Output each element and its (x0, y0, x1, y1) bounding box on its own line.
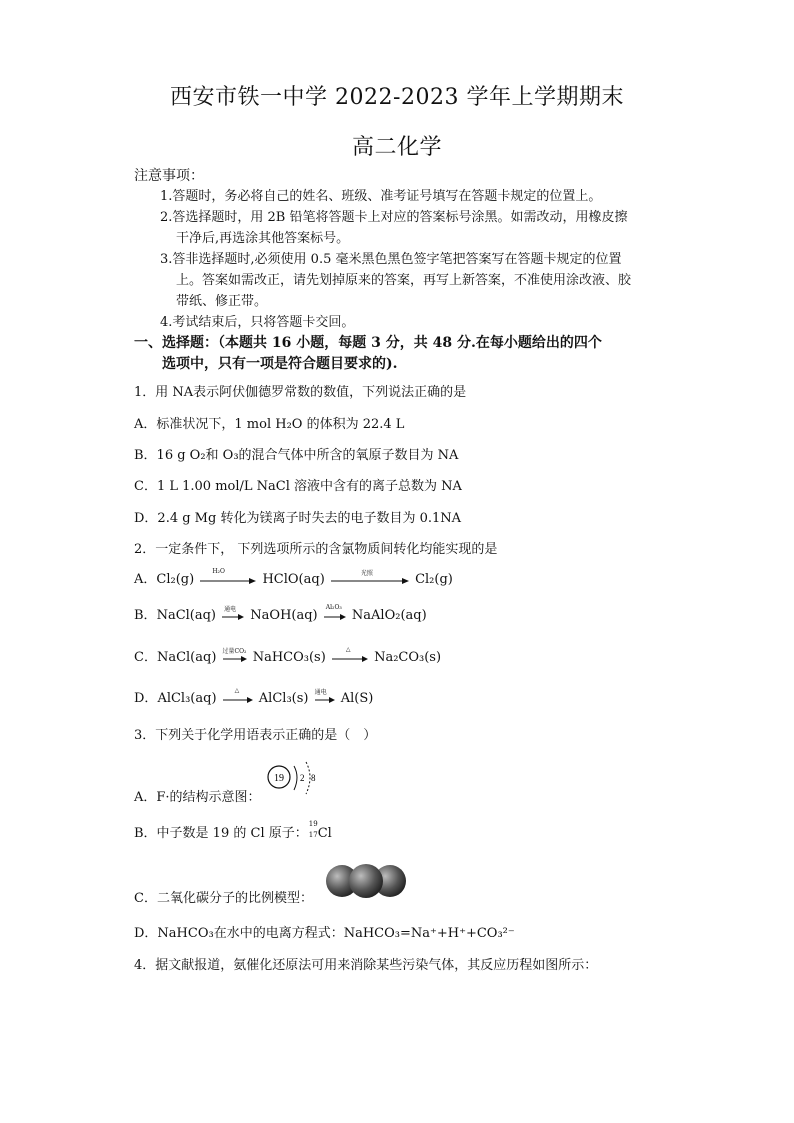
arrow-condition: 光照 (360, 569, 373, 577)
reaction-arrow (331, 569, 409, 586)
arrow-condition: 通电 (314, 688, 327, 696)
q3-option-b (134, 819, 332, 841)
co2-space-filling-model (324, 863, 408, 899)
arrow-condition: △ (234, 686, 240, 694)
arrow-condition: Al₂O₃ (325, 603, 342, 611)
reaction-arrow (200, 567, 256, 586)
species: AlCl₃(s) (258, 691, 309, 706)
note-item: 4.考试结束后，只将答题卡交回。 (160, 315, 355, 330)
reaction-arrow (222, 647, 247, 664)
species: Cl₂(g) (156, 572, 195, 587)
q1-option-c: C．1 L 1.00 mol/L NaCl 溶液中含有的离子总数为 NA (134, 479, 462, 494)
option-label: A． (134, 572, 157, 587)
q2-option-d (134, 687, 373, 706)
species: HClO(aq) (262, 572, 325, 587)
q3-option-d: D．NaHCO₃在水中的电离方程式：NaHCO₃=Na⁺+H⁺+CO₃²⁻ (134, 926, 515, 941)
atomic-number: 17 (308, 830, 318, 839)
element-symbol: Cl (317, 826, 332, 841)
species: NaCl(aq) (156, 650, 217, 665)
species: NaAlO₂(aq) (351, 608, 427, 623)
option-label: B． (134, 608, 157, 623)
note-item: 2.答选择题时，用 2B 铅笔将答题卡上对应的答案标号涂黑。如需改动，用橡皮擦 (160, 210, 628, 225)
carbon-atom (349, 864, 383, 898)
arrow-condition: H₂O (212, 567, 225, 575)
reaction-arrow (332, 645, 368, 664)
option-label: D． (134, 691, 158, 706)
nuclide-notation (308, 819, 318, 841)
option-text: B．中子数是 19 的 Cl 原子： (134, 826, 308, 841)
species: AlCl₃(aq) (157, 691, 217, 706)
q2-option-b (134, 604, 427, 623)
electron-shell-1 (294, 766, 297, 790)
atom-structure-diagram (264, 760, 322, 802)
exam-title: 西安市铁一中学 2022-2023 学年上学期期末 (170, 85, 624, 110)
q2-option-c (134, 646, 441, 665)
question-4-stem: 4．据文献报道，氨催化还原法可用来消除某些污染气体，其反应历程如图所示： (134, 958, 598, 973)
nucleus-label: 19 (274, 773, 284, 784)
species: NaOH(aq) (250, 608, 318, 623)
section-heading: 一、选择题：（本题共 16 小题，每题 3 分，共 48 分.在每小题给出的四个 (134, 335, 602, 351)
arrow-condition: △ (345, 645, 351, 653)
reaction-arrow (324, 603, 346, 622)
note-item: 1.答题时，务必将自己的姓名、班级、准考证号填写在答题卡规定的位置上。 (160, 189, 602, 204)
q1-option-b: B．16 g O₂和 O₃的混合气体中所含的氧原子数目为 NA (134, 448, 459, 463)
notes-heading: 注意事项： (134, 168, 204, 184)
shell-2-count: 8 (311, 773, 316, 783)
species: Cl₂(g) (415, 572, 453, 587)
mass-number: 19 (308, 819, 318, 828)
species: Al(S) (340, 691, 374, 706)
q1-option-d: D．2.4 g Mg 转化为镁离子时失去的电子数目为 0.1NA (134, 511, 462, 526)
note-item: 3.答非选择题时,必须使用 0.5 毫米黑色黑色签字笔把答案写在答题卡规定的位置 (160, 252, 622, 267)
q3-option-c: C．二氧化碳分子的比例模型： (134, 891, 313, 906)
section-heading-cont: 选项中，只有一项是符合题目要求的). (162, 356, 398, 372)
question-1-stem: 1．用 NA表示阿伏伽德罗常数的数值，下列说法正确的是 (134, 385, 467, 400)
exam-subtitle: 高二化学 (351, 135, 442, 160)
species: NaHCO₃(s) (252, 650, 326, 665)
reaction-arrow (314, 688, 335, 705)
arrow-condition: 通电 (224, 605, 237, 613)
question-3-stem: 3．下列关于化学用语表示正确的是（ ） (134, 728, 377, 743)
shell-1-count: 2 (300, 773, 305, 783)
option-label: C． (134, 650, 157, 665)
reaction-arrow (222, 605, 244, 622)
note-item: 干净后,再选涂其他答案标号。 (176, 231, 350, 246)
species: NaCl(aq) (156, 608, 217, 623)
q2-option-a (134, 568, 453, 587)
note-item: 带纸、修正带。 (176, 294, 268, 309)
species: Na₂CO₃(s) (374, 650, 442, 665)
electron-shell-2 (306, 762, 310, 794)
note-item: 上。答案如需改正，请先划掉原来的答案，再写上新答案，不准使用涂改液、胶 (176, 273, 632, 288)
q3-option-a: A．F·的结构示意图： (134, 790, 261, 805)
reaction-arrow (223, 686, 253, 705)
arrow-condition: 过量CO₂ (222, 647, 247, 655)
question-2-stem: 2．一定条件下， 下列选项所示的含氯物质间转化均能实现的是 (134, 542, 498, 557)
q1-option-a: A．标准状况下，1 mol H₂O 的体积为 22.4 L (134, 417, 405, 432)
